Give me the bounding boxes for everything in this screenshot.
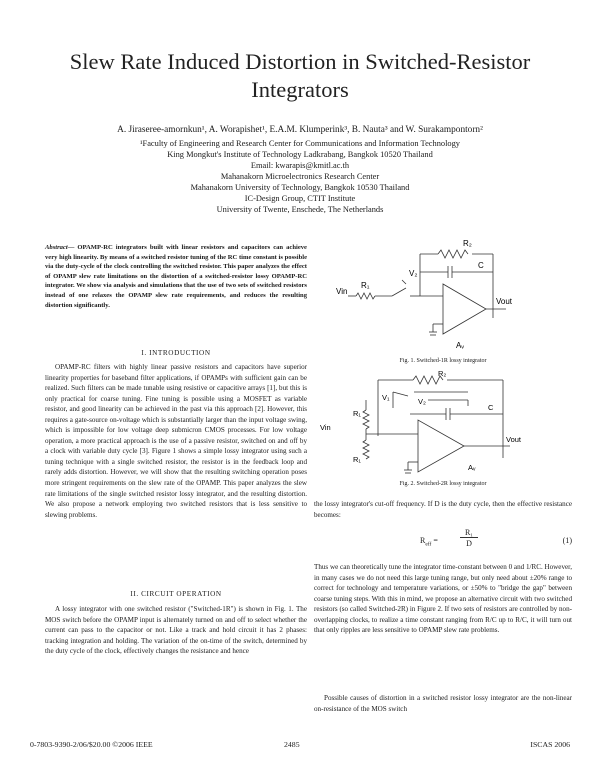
abstract-label: Abstract: [45, 244, 68, 251]
page-number: 2485: [284, 740, 300, 749]
affiliation-line: IC-Design Group, CTIT Institute: [244, 194, 356, 203]
opamp-triangle: [443, 284, 486, 334]
label-r2: R₂: [463, 239, 472, 248]
feedback-resistor-r2: [438, 250, 468, 258]
opamp-triangle: [418, 420, 464, 472]
equation-numerator: R₁: [460, 528, 478, 538]
label-r1a: R₁: [353, 409, 361, 418]
abstract-text: — OPAMP-RC integrators built with linear resistors and capacitors can achieve very high linearity. By means of a switched resistor tuning of the RC time constant is possible via the duty-cycle of the clock controlling the switched resistor. This paper analyzes the effect of OPAMP slew rate limitations on the distortion of a switched-resistor lossy OPAMP-RC integrator. We show via analysis and simulations that the use of two sets of switched resistors instead of one relaxes the OPAMP slew rate requirements, and reduces the resulting distortion significantly.: [45, 244, 307, 309]
label-c: C: [488, 403, 494, 412]
label-vin: Vin: [320, 423, 331, 432]
right-column-paragraph: Thus we can theoretically tune the integrator time-constant between 0 and 1/RC. However, in many cases we do not need this large tuning range, but only need about ±20% range to correct for technology and temperature variations, or ±50% to "bridge the gap" between coarse tuning steps. With this in mind, we propose an alternative circuit with two switched resistors (so called Switched-2R) in Figure 2. If two sets of resistors are controlled by non-overlapping clocks, to realize a time constant ranging from R/C up to R/C, it will turn out that only ripples are less sensitive to OPAMP slew rate problems.: [314, 563, 572, 635]
affiliation-line: University of Twente, Enschede, The Netherlands: [216, 205, 384, 214]
figure-2-circuit: [318, 370, 570, 482]
section-heading-circuit-operation: II. CIRCUIT OPERATION: [130, 590, 222, 598]
figure-1-circuit: [318, 236, 570, 354]
affiliation-line: Mahanakorn University of Technology, Bangkok 10530 Thailand: [190, 183, 410, 192]
label-vout: Vout: [496, 297, 513, 306]
input-resistor-r1a: [363, 410, 369, 429]
figure-1-caption: Fig. 1. Switched-1R lossy integrator: [399, 358, 487, 364]
equation-1: [420, 528, 572, 554]
introduction-paragraph: OPAMP-RC filters with highly linear passive resistors and capacitors have superior linearity properties for baseband filter applications, if OPAMPs with sufficient gain can be realized. Such filters can be made tunable using resistive or capacitive arrays [1], but this is only practical for coarse tuning. Fine tuning is possible using a MOSFET as variable resistor, and good linearity can be achieved in the past via this approach [2]. However, this requires a gate-source on-voltage which is substantially larger than the input voltage swing, which is impossible for low voltage deep submicron CMOS processes. For low voltage operation, a more practical approach is the use of a passive resistor, switched on and off by a clock with variable duty cycle [3]. Figure 1 shows a simple lossy integrator using such a tuning technique with a single switched resistor, the resistor is in the feedback loop and rarely adds distortion. However, we will show that the resulting switching operation poses more stringent requirements on the slew rate of the OPAMP. This paper analyzes the slew rate limitations of the single switched resistor lossy integrator, and the resulting distortion. We also propose a network employing two switched resistors that is less sensitive to slewing problems.: [45, 363, 307, 519]
label-vout: Vout: [506, 435, 522, 444]
footer-conference: ISCAS 2006: [530, 740, 570, 749]
label-vin: Vin: [336, 287, 348, 296]
input-resistor-r1b: [363, 440, 369, 459]
right-column-paragraph: the lossy integrator's cut-off frequency. If D is the duty cycle, then the effective resistance becomes:: [314, 500, 572, 519]
section-heading-introduction: I. INTRODUCTION: [141, 349, 211, 357]
circuit-operation-paragraph: A lossy integrator with one switched resistor ("Switched-1R") is shown in Fig. 1. The MOS switch before the OPAMP input is alternately turned on and off to select whether the current can pass to the capacitor or not. Like a track and hold circuit it has 2 phases: tracking integration and holding. The variation of the on-time of the switch, determined by the duty cycle of the clock, effectively changes the resistance and hence: [45, 605, 307, 656]
label-v1: V₁: [382, 393, 390, 402]
right-column-paragraph: Possible causes of distortion in a switched resistor lossy integrator are the non-linear on-resistance of the MOS switch: [314, 694, 572, 713]
equation-lhs: $R_{eff}$ =: [420, 536, 438, 548]
paper-title: Slew Rate Induced Distortion in Switched-Resistor Integrators: [69, 49, 531, 102]
label-v2: V₂: [418, 397, 426, 406]
label-av: Aᵥ: [468, 463, 476, 472]
label-r1b: R₁: [353, 455, 361, 464]
label-av: Aᵥ: [456, 341, 464, 350]
author-list: A. Jiraseree-amornkun¹, A. Worapishet¹, E.A.M. Klumperink³, B. Nauta³ and W. Surakampontorn²: [117, 125, 483, 135]
label-r1: R₁: [361, 281, 370, 290]
affiliation-line: Mahanakorn Microelectronics Research Center: [220, 172, 380, 181]
affiliation-email: Email: kwarapis@kmitl.ac.th: [250, 161, 350, 170]
label-v2: V₂: [409, 269, 418, 278]
label-c: C: [478, 261, 484, 270]
affiliation-line: King Mongkut's Institute of Technology Ladkrabang, Bangkok 10520 Thailand: [167, 150, 433, 159]
figure-2-caption: Fig. 2. Switched-2R lossy integrator: [399, 481, 487, 487]
affiliation-line: ¹Faculty of Engineering and Research Center for Communications and Information Technology: [140, 139, 460, 148]
abstract: [45, 243, 307, 310]
label-r2: R₂: [438, 370, 447, 378]
equation-number: (1): [562, 536, 572, 545]
input-resistor-r1: [356, 293, 375, 299]
equation-denominator: D: [466, 539, 472, 548]
footer-copyright: 0-7803-9390-2/06/$20.00 ©2006 IEEE: [30, 740, 153, 749]
